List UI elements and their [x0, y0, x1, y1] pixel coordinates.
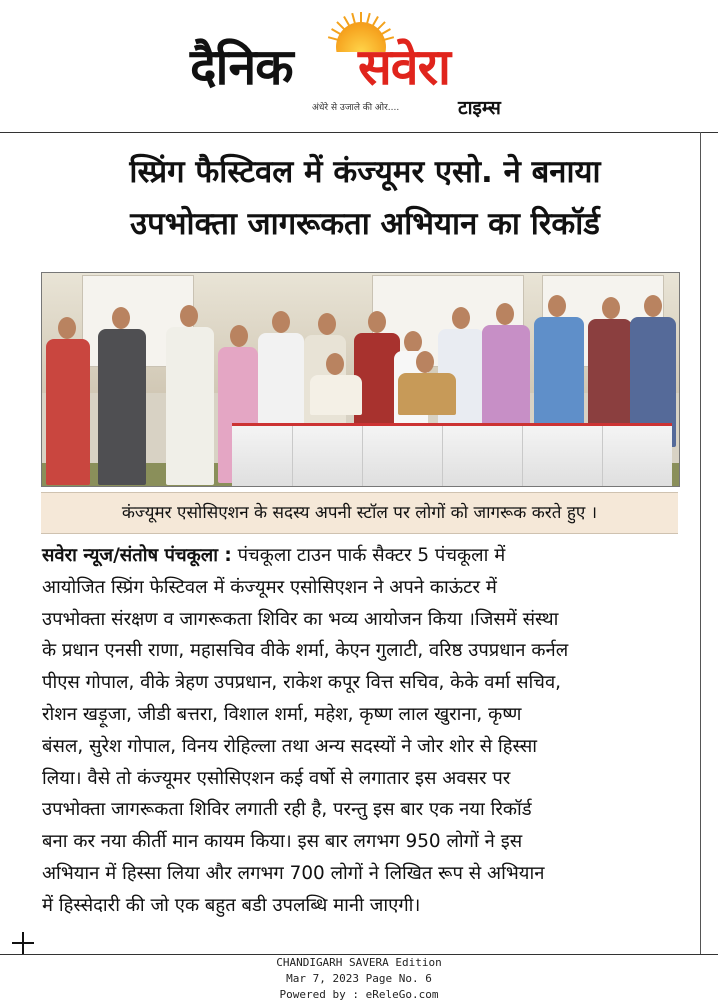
- footer-edition: CHANDIGARH SAVERA Edition: [276, 956, 442, 969]
- article-line: आयोजित स्प्रिंग फेस्टिवल में कंज्यूमर एसोसिएशन ने अपने काऊंटर में: [42, 576, 497, 598]
- edition-footer: [0, 955, 718, 1003]
- right-frame-line: [700, 132, 701, 954]
- logo-text-dainik: दैनिक: [190, 38, 293, 96]
- article-line: के प्रधान एनसी राणा, महासचिव वीके शर्मा, केएन गुलाटी, वरिष्ठ उपप्रधान कर्नल: [42, 640, 569, 662]
- article-line: बंसल, सुरेश गोपाल, विनय रोहिल्ला तथा अन्य सदस्यों ने जोर शोर से हिस्सा: [42, 735, 538, 757]
- article-headline: [40, 146, 690, 250]
- article-byline: सवेरा न्यूज/संतोष पंचकूला :: [42, 545, 232, 566]
- headline-line-1: स्प्रिंग फैस्टिवल में कंज्यूमर एसो. ने बनाया: [129, 154, 601, 190]
- article-line: उपभोक्ता संरक्षण व जागरूकता शिविर का भव्य आयोजन किया ।जिसमें संस्था: [42, 608, 559, 630]
- crop-mark-icon: [12, 932, 34, 954]
- article-line: रोशन खड़ूजा, जीडी बत्तरा, विशाल शर्मा, महेश, कृष्ण लाल खुराना, कृष्ण: [42, 703, 522, 725]
- article-line-text: पंचकूला टाउन पार्क सैक्टर 5 पंचकूला में: [231, 545, 506, 566]
- photo-caption-text: कंज्यूमर एसोसिएशन के सदस्य अपनी स्टॉल पर लोगों को जागरूक करते हुए ।: [121, 503, 598, 523]
- logo-tagline: अंधेरे से उजाले की ओर....: [312, 103, 400, 113]
- news-photo: [41, 272, 680, 487]
- article-line: में हिस्सेदारी की जो एक बहुत बडी उपलब्धि मानी जाएगी।: [42, 894, 421, 916]
- photo-caption: [41, 492, 678, 534]
- top-divider: [0, 132, 718, 133]
- article-line: पीएस गोपाल, वीके त्रेहण उपप्रधान, राकेश कपूर वित्त सचिव, केके वर्मा सचिव,: [42, 672, 562, 694]
- footer-date-page: Mar 7, 2023 Page No. 6: [286, 972, 432, 985]
- headline-line-2: उपभोक्ता जागरूकता अभियान का रिकॉर्ड: [130, 206, 600, 242]
- article-line: उपभोक्ता जागरूकता शिविर लगाती रही है, परन्तु इस बार एक नया रिकॉर्ड: [42, 799, 532, 821]
- masthead: [0, 0, 718, 132]
- article-body: [42, 540, 682, 922]
- footer-powered-by: Powered by : eReleGo.com: [279, 988, 439, 1001]
- article-line: लिया। वैसे तो कंज्यूमर एसोसिएशन कई वर्षो से लगातार इस अवसर पर: [42, 767, 511, 789]
- logo-text-savera: सवेरा: [358, 38, 450, 96]
- article-line: [42, 540, 682, 572]
- logo-text-times: टाइम्स: [458, 97, 501, 119]
- article-line: अभियान में हिस्सा लिया और लगभग 700 लोगों ने लिखित रूप से अभियान: [42, 862, 545, 884]
- article-line: बना कर नया कीर्ती मान कायम किया। इस बार लगभग 950 लोगों ने इस: [42, 831, 523, 853]
